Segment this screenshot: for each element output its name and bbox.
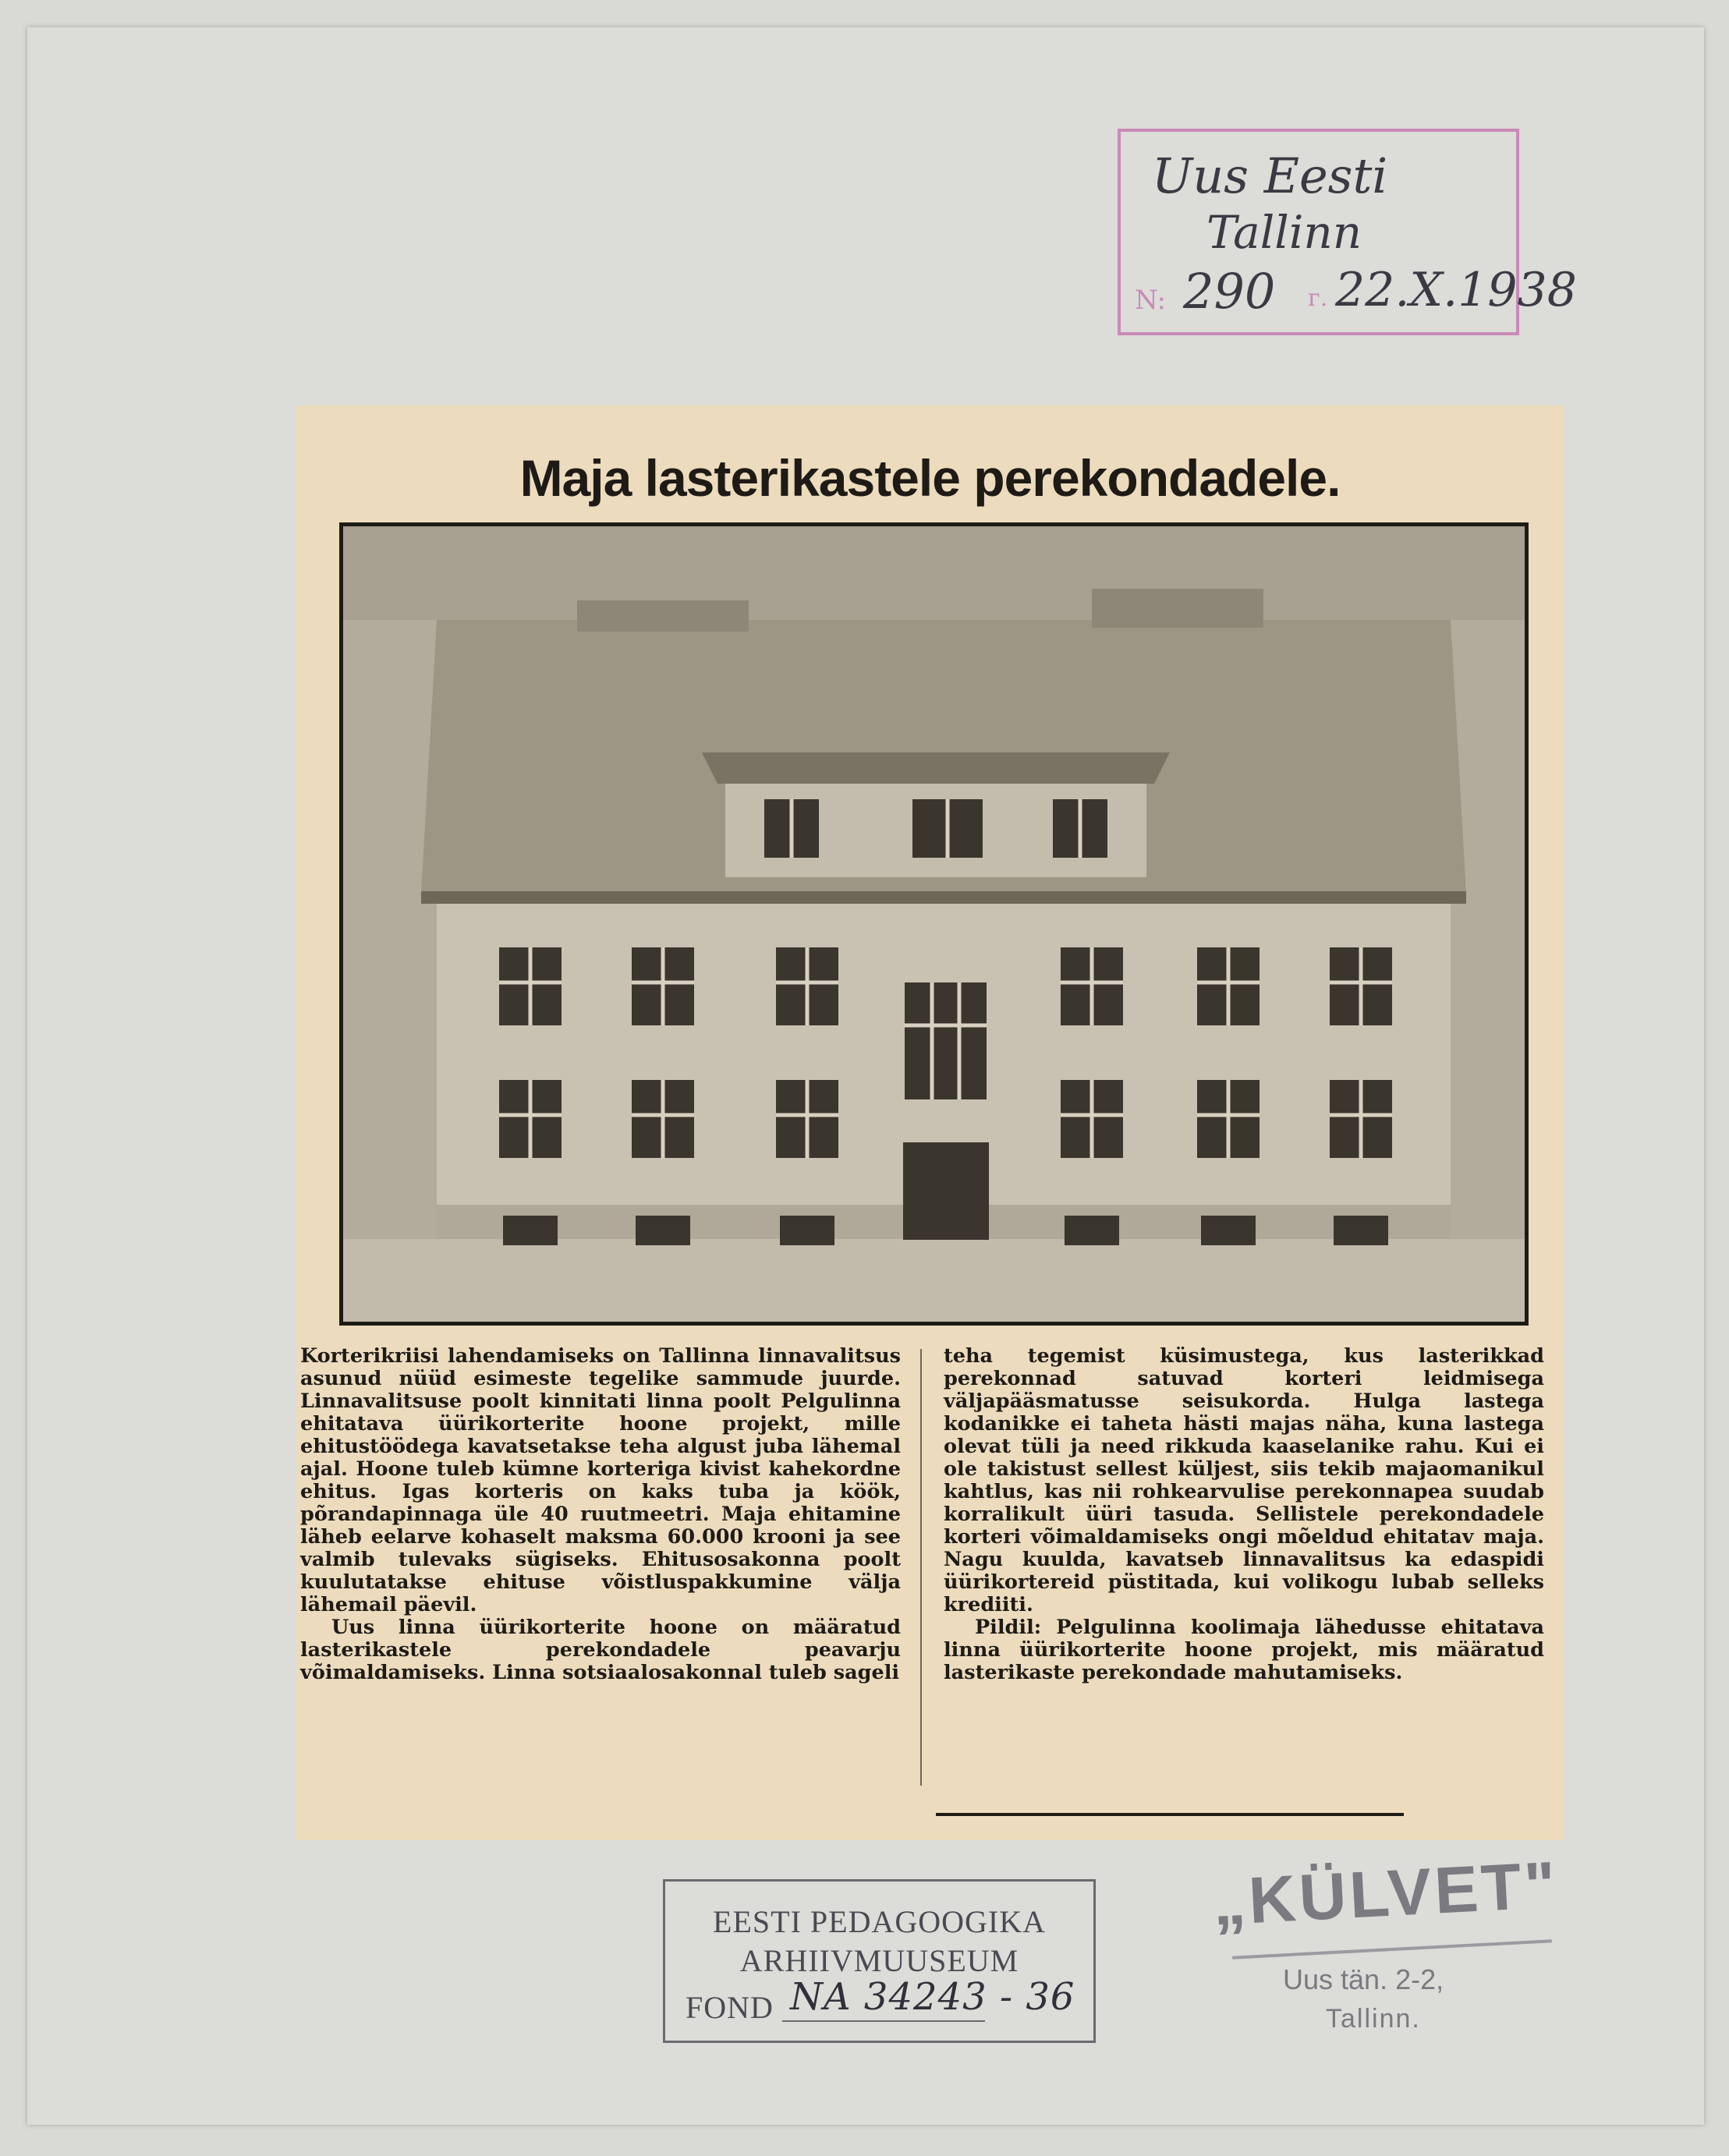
article-column-right bbox=[944, 1345, 1544, 1684]
source-city: Tallinn bbox=[1206, 206, 1362, 259]
archive-stamp bbox=[663, 1879, 1096, 2043]
article-paragraph: Uus linna üürikorterite hoone on määratud lasterikastele perekondadele peavarju võimaldamiseks. Linna sotsiaalosakonnal tuleb sageli bbox=[300, 1616, 901, 1684]
source-number-label: N: bbox=[1135, 285, 1166, 316]
source-date: 22.X.1938 bbox=[1335, 263, 1577, 317]
kulvet-rule bbox=[1232, 1939, 1552, 1959]
fond-number: NA 34243 - 36 bbox=[790, 1975, 1075, 2019]
source-stamp bbox=[1118, 129, 1577, 335]
article-end-rule bbox=[936, 1813, 1404, 1816]
fond-underline bbox=[782, 2020, 985, 2022]
kulvet-name: „KÜLVET" bbox=[1210, 1847, 1561, 1939]
column-divider bbox=[920, 1349, 922, 1786]
archive-sheet bbox=[27, 27, 1704, 2125]
kulvet-stamp bbox=[1205, 1847, 1571, 2059]
article-paragraph: teha tegemist küsimustega, kus lasterikkad perekonnad satuvad korteri leidmisega väljapääsmatusse seisukorda. Hulga lastega kodanikke ei taheta hästi majas näha, kuna lastega olevat tüli ja need rikkuda kaaselanike rahu. Kui ei ole takistust sellest küljest, siis tekib majaomanikul kahtlus, kas nii rohkearvulise perekonnapea suudab korralikult üüri tasuda. Sellistele perekondadele korteri võimaldamiseks ongi mõeldud ehitatav maja. Nagu kuulda, kavatseb linnavalitsus ka edaspidi üürikortereid püstitada, kui volikogu lubab selleks krediiti. bbox=[944, 1344, 1544, 1616]
source-newspaper: Uus Eesti bbox=[1152, 147, 1388, 204]
building-illustration bbox=[343, 526, 1525, 1322]
article-column-left bbox=[300, 1345, 901, 1684]
fond-label: FOND bbox=[686, 1990, 774, 2025]
source-date-label: г. bbox=[1308, 285, 1328, 312]
kulvet-address: Uus tän. 2-2, bbox=[1283, 1963, 1444, 1995]
archive-stamp-line1: EESTI PEDAGOOGIKA bbox=[713, 1904, 1046, 1939]
article-paragraph: Korterikriisi lahendamiseks on Tallinna linnavalitsus asunud nüüd esimeste tegelike sammude juurde. Linnavalitsuse poolt kinnitati linna poolt Pelgulinna ehitatava üürikorterite hoone projekt, mille ehitustöödega kavatsetakse teha algust juba lähemal ajal. Hoone tuleb kümne korteriga kivist kahekordne ehitus. Igas korteris on kaks tuba ja köök, põrandapinnaga üle 40 ruutmeetri. Maja ehitamine läheb eelarve kohaselt maksma 60.000 krooni ja see valmib tulevaks sügiseks. Ehitusosakonna poolt kuulutatakse ehituse võistluspakkumine välja lähemail päevil. bbox=[300, 1344, 901, 1616]
kulvet-city: Tallinn. bbox=[1326, 2004, 1421, 2034]
source-number: 290 bbox=[1183, 263, 1276, 320]
building-photo bbox=[339, 522, 1529, 1326]
photo-caption: Pildil: Pelgulinna koolimaja lähedusse ehitatava linna üürikorterite hoone projekt, mis määratud lasterikaste perekondade mahutamiseks. bbox=[944, 1616, 1544, 1684]
article-headline: Maja lasterikastele perekondadele. bbox=[519, 449, 1341, 507]
newspaper-clipping bbox=[296, 405, 1564, 1840]
archive-stamp-line2: ARHIIVMUUSEUM bbox=[739, 1943, 1019, 1978]
